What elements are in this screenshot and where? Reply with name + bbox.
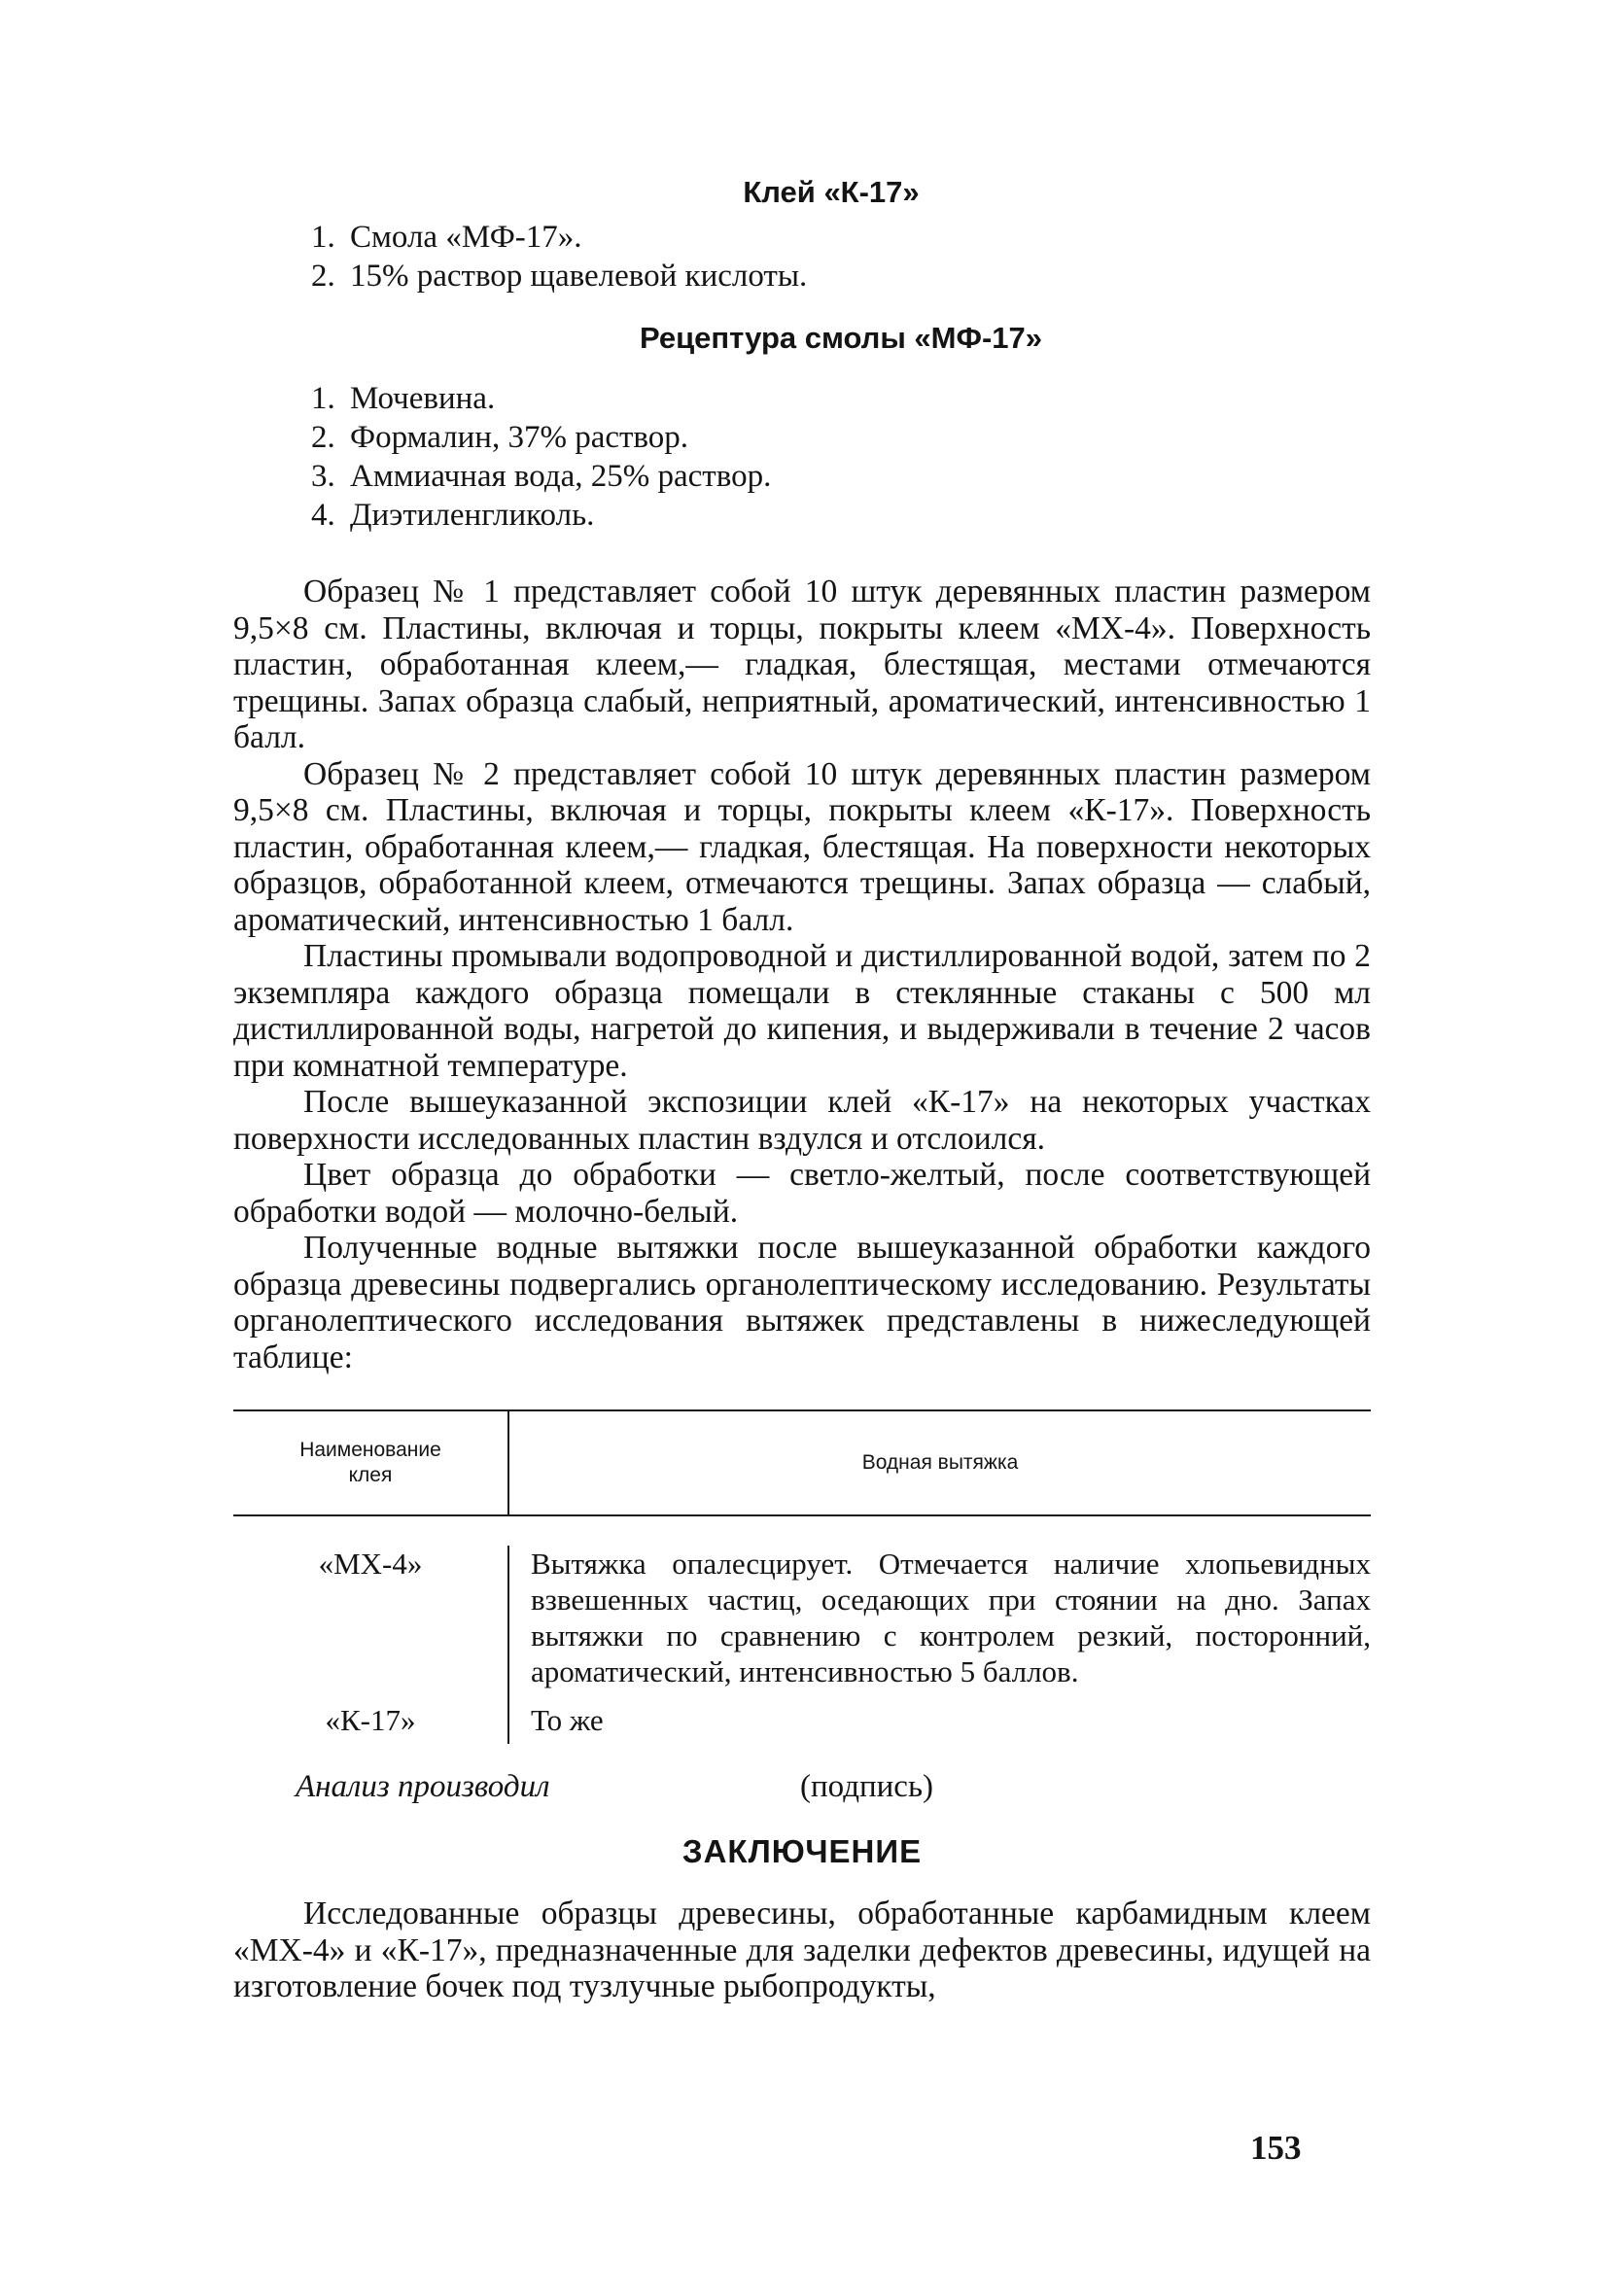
list-item (311, 379, 1371, 418)
signature-line (233, 1769, 1371, 1814)
table-row (233, 1689, 1371, 1744)
list-item-text: 15% раствор щавелевой кислоты. (350, 259, 808, 294)
list-item-text: Мочевина. (350, 381, 496, 416)
list-item-text: Смола «МФ-17». (350, 220, 582, 255)
table-cell-extract-description: То же (507, 1689, 1371, 1744)
list-item (311, 496, 1371, 535)
list-item-number: 4. (311, 498, 335, 533)
paragraph-conclusion: Исследованные образцы древесины, обработанные карбамидным клеем «МХ-4» и «К-17», предназначенные для заделки дефектов древесины, идущей на изготовление бочек под тузлучные рыбопродукты, (233, 1896, 1371, 2004)
glue-k17-heading: Клей «К-17» (743, 175, 920, 209)
list-item-number: 2. (311, 420, 335, 455)
paragraph-sample-1: Образец № 1 представляет собой 10 штук деревянных пластин размером 9,5×8 см. Пластины, включая и торцы, покрыты клеем «МХ-4». Поверхность пластин, обработанная клеем,— гладкая, блестящая, местами отмечаются трещины. Запах образца слабый, неприятный, ароматический, интенсивностью 1 балл. (233, 574, 1371, 755)
paragraph-color: Цвет образца до обработки — светло-желтый, после соответствующей обработки водой — молочно-белый. (233, 1157, 1371, 1230)
list-item-text: Аммиачная вода, 25% раствор. (350, 459, 772, 494)
table-row (233, 1516, 1371, 1689)
signature-placeholder: (подпись) (800, 1769, 933, 1804)
page-number: 153 (1250, 2129, 1302, 2167)
list-item-number: 1. (311, 220, 335, 255)
paragraph-sample-2: Образец № 2 представляет собой 10 штук деревянных пластин размером 9,5×8 см. Пластины, включая и торцы, покрыты клеем «К-17». Поверхность пластин, обработанная клеем,— гладкая, блестящая. На поверхности некоторых образцов, обработанной клеем, отмечаются трещины. Запах образца — слабый, ароматический, интенсивностью 1 балл. (233, 755, 1371, 938)
table-cell-glue-name: «МХ-4» (318, 1547, 423, 1581)
list-item-text: Формалин, 37% раствор. (350, 420, 689, 455)
results-table (233, 1409, 1371, 1744)
list-item (311, 218, 1371, 257)
paragraph-washing: Пластины промывали водопроводной и дистиллированной водой, затем по 2 экземпляра каждого образца помещали в стеклянные стаканы с 500 мл дистиллированной воды, нагретой до кипения, и выдерживали в течение 2 часов при комнатной температуре. (233, 938, 1371, 1084)
conclusion-heading: ЗАКЛЮЧЕНИЕ (681, 1833, 923, 1869)
list-item-number: 2. (311, 259, 335, 294)
list-item (311, 457, 1371, 496)
signature-label: Анализ производил (296, 1769, 550, 1804)
table-header-glue-name-text: Наименование клея (299, 1439, 441, 1486)
list-item (311, 418, 1371, 457)
glue-k17-components-list (233, 218, 1371, 296)
table-header-glue-name (233, 1411, 507, 1514)
table-header-water-extract: Водная вытяжка (507, 1411, 1371, 1514)
resin-recipe-list (233, 379, 1371, 535)
list-item-number: 3. (311, 459, 335, 494)
table-cell-glue-name: «К-17» (325, 1703, 416, 1737)
list-item-text: Диэтиленгликоль. (350, 498, 595, 533)
book-page (233, 175, 1371, 2005)
paragraph-extracts: Полученные водные вытяжки после вышеуказанной обработки каждого образца древесины подвергались органолептическому исследованию. Результаты органолептического исследования вытяжек представлены в нижеследующей таблице: (233, 1230, 1371, 1375)
resin-recipe-heading: Рецептура смолы «МФ-17» (639, 321, 1043, 355)
table-cell-extract-description: Вытяжка опалесцирует. Отмечается наличие хлопьевидных взвешенных частиц, оседающих при стоянии на дно. Запах вытяжки по сравнению с контролем резкий, посторонний, ароматический, интенсивностью 5 баллов. (507, 1546, 1371, 1689)
list-item (311, 257, 1371, 296)
list-item-number: 1. (311, 381, 335, 416)
paragraph-exposure: После вышеуказанной экспозиции клей «К-17» на некоторых участках поверхности исследованных пластин вздулся и отслоился. (233, 1084, 1371, 1157)
table-header-row (233, 1411, 1371, 1514)
